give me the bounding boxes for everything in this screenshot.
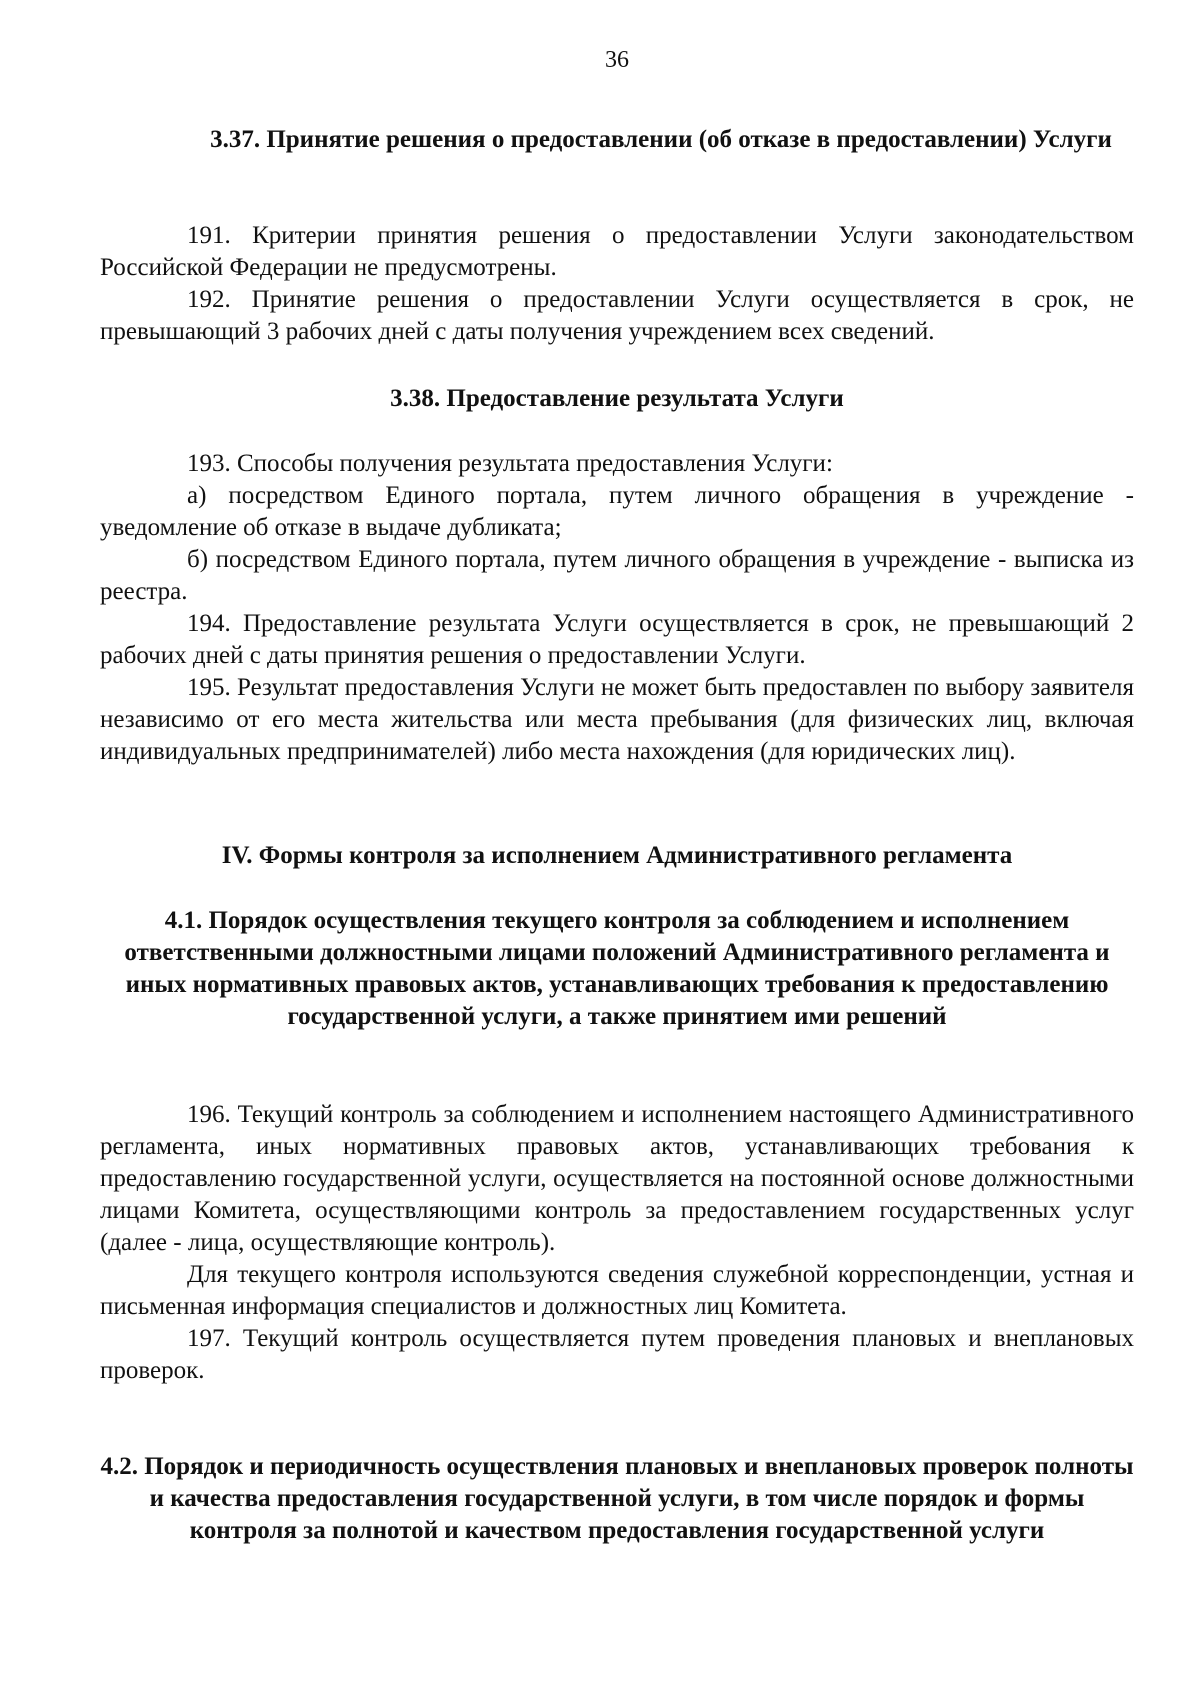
section-3-38-heading: 3.38. Предоставление результата Услуги	[390, 385, 844, 412]
paragraph-193: 193. Способы получения результата предоставления Услуги:	[187, 450, 833, 477]
paragraph-193-a: а) посредством Единого портала, путем личного обращения в учреждение - уведомление об отказе в выдаче дубликата;	[100, 482, 1134, 541]
paragraph-192: 192. Принятие решения о предоставлении Услуги осуществляется в срок, не превышающий 3 рабочих дней с даты получения учреждением всех сведений.	[100, 286, 1134, 345]
chapter-4-heading: IV. Формы контроля за исполнением Административного регламента	[221, 842, 1013, 869]
section-3-38-body	[100, 448, 1134, 768]
paragraph-193-b: б) посредством Единого портала, путем личного обращения в учреждение - выписка из реестра.	[100, 546, 1134, 605]
paragraph-194: 194. Предоставление результата Услуги осуществляется в срок, не превышающий 2 рабочих дней с даты принятия решения о предоставлении Услуги.	[100, 610, 1134, 669]
paragraph-195: 195. Результат предоставления Услуги не может быть предоставлен по выбору заявителя независимо от его места жительства или места пребывания (для физических лиц, включая индивидуальных предпринимателей) либо места нахождения (для юридических лиц).	[100, 674, 1134, 765]
paragraph-196: 196. Текущий контроль за соблюдением и исполнением настоящего Административного регламента, иных нормативных правовых актов, устанавливающих требования к предоставлению государственной услуги, осуществляется на постоянной основе должностными лицами Комитета, осуществляющими контроль за предоставлением государственных услуг (далее - лица, осуществляющие контроль).	[100, 1101, 1134, 1256]
section-4-2-heading: 4.2. Порядок и периодичность осуществления плановых и внеплановых проверок полноты и качества предоставления государственной услуги, в том числе порядок и формы контроля за полнотой и качеством предоставления государственной услуги	[100, 1453, 1134, 1544]
section-3-37-heading: 3.37. Принятие решения о предоставлении (об отказе в предоставлении) Услуги	[210, 126, 1112, 153]
section-3-37-body	[100, 220, 1134, 348]
paragraph-197: 197. Текущий контроль осуществляется путем проведения плановых и внеплановых проверок.	[100, 1325, 1134, 1384]
paragraph-191: 191. Критерии принятия решения о предоставлении Услуги законодательством Российской Федерации не предусмотрены.	[100, 222, 1134, 281]
section-4-1-body	[100, 1099, 1134, 1387]
page-number: 36	[605, 47, 629, 73]
paragraph-current-control: Для текущего контроля используются сведения служебной корреспонденции, устная и письменная информация специалистов и должностных лиц Комитета.	[100, 1261, 1134, 1320]
section-4-1-heading: 4.1. Порядок осуществления текущего контроля за соблюдением и исполнением ответственными должностными лицами положений Административного регламента и иных нормативных правовых актов, устанавливающих требования к предоставлению государственной услуги, а также принятием ими решений	[124, 907, 1110, 1030]
